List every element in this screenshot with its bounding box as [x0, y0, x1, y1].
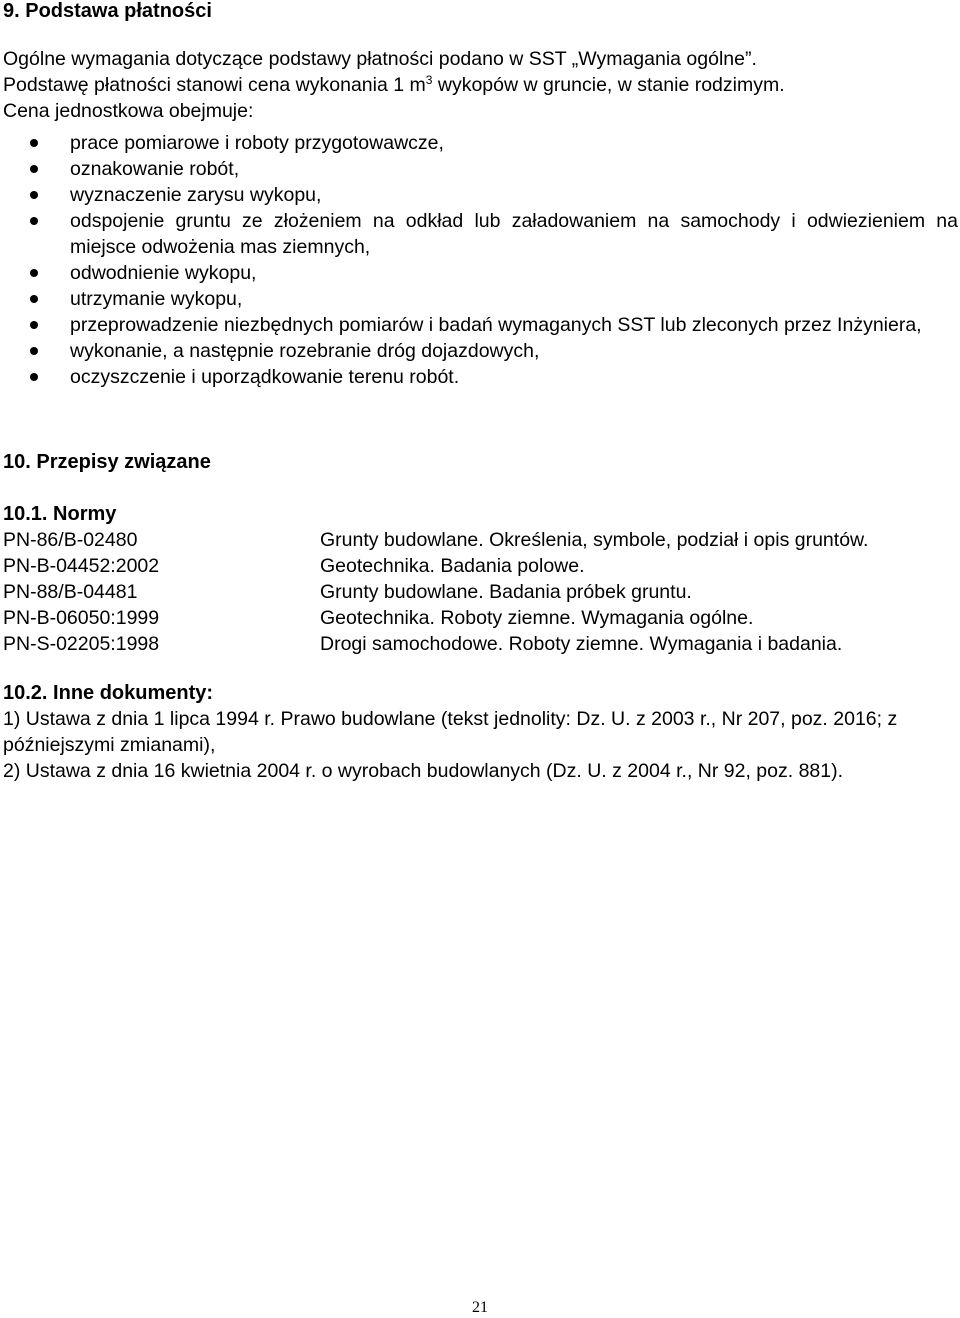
list-item: [0, 364, 958, 390]
price-scope-list: [0, 130, 958, 390]
norm-description: Grunty budowlane. Badania próbek gruntu.: [320, 581, 692, 603]
superscript: 3: [425, 73, 433, 87]
list-item: [0, 286, 958, 312]
document-reference: 1) Ustawa z dnia 1 lipca 1994 r. Prawo budowlane (tekst jednolity: Dz. U. z 2003 r., Nr 207, poz. 2016; z późniejszymi zmianami),: [3, 708, 898, 756]
bullet-icon: [30, 321, 38, 329]
norm-code: PN-B-06050:1999: [3, 607, 160, 629]
bullet-icon: [30, 139, 38, 147]
list-item-text: przeprowadzenie niezbędnych pomiarów i badań wymaganych SST lub zleconych przez Inżyniera,: [70, 314, 922, 336]
list-item-text: wykonanie, a następnie rozebranie dróg dojazdowych,: [70, 340, 540, 362]
subsection-heading: 10.2. Inne dokumenty:: [3, 682, 214, 704]
section-heading: 10. Przepisy związane: [3, 451, 211, 473]
intro-paragraph: [3, 46, 958, 124]
norm-code: PN-B-04452:2002: [3, 555, 160, 577]
table-row: [3, 527, 958, 553]
norms-table: [3, 527, 958, 657]
intro-line: [3, 72, 958, 98]
subsection-heading: 10.1. Normy: [3, 503, 117, 525]
table-row: [3, 553, 958, 579]
list-item-text: odwodnienie wykopu,: [70, 262, 257, 284]
bullet-icon: [30, 217, 38, 225]
bullet-icon: [30, 347, 38, 355]
intro-line: Cena jednostkowa obejmuje:: [3, 100, 254, 122]
table-row: [3, 605, 958, 631]
list-item: [0, 312, 958, 338]
table-row: [3, 631, 958, 657]
norm-code: PN-86/B-02480: [3, 529, 138, 551]
list-item-text: utrzymanie wykopu,: [70, 288, 243, 310]
bullet-icon: [30, 191, 38, 199]
list-item-text: odspojenie gruntu ze złożeniem na odkład lub załadowaniem na samochody i odwiezieniem na miejsce odwożenia mas ziemnych,: [70, 210, 958, 258]
table-row: [3, 579, 958, 605]
bullet-icon: [30, 269, 38, 277]
document-reference: 2) Ustawa z dnia 16 kwietnia 2004 r. o wyrobach budowlanych (Dz. U. z 2004 r., Nr 92, poz. 881).: [3, 760, 844, 782]
bullet-icon: [30, 165, 38, 173]
list-item: [0, 182, 958, 208]
intro-line: Ogólne wymagania dotyczące podstawy płatności podano w SST „Wymagania ogólne”.: [3, 48, 757, 70]
page-number: 21: [472, 1299, 488, 1316]
list-item-text: oczyszczenie i uporządkowanie terenu robót.: [70, 366, 460, 388]
other-documents: [3, 706, 958, 784]
bullet-icon: [30, 373, 38, 381]
norm-description: Geotechnika. Roboty ziemne. Wymagania ogólne.: [320, 607, 754, 629]
list-item: [0, 208, 958, 260]
list-item: [0, 260, 958, 286]
bullet-icon: [30, 295, 38, 303]
intro-text: wykopów w gruncie, w stanie rodzimym.: [432, 74, 785, 96]
norm-code: PN-S-02205:1998: [3, 633, 160, 655]
list-item: [0, 156, 958, 182]
section-heading: 9. Podstawa płatności: [3, 0, 212, 22]
list-item-text: prace pomiarowe i roboty przygotowawcze,: [70, 132, 444, 154]
norm-description: Drogi samochodowe. Roboty ziemne. Wymagania i badania.: [320, 633, 843, 655]
norm-code: PN-88/B-04481: [3, 581, 138, 603]
norm-description: Grunty budowlane. Określenia, symbole, podział i opis gruntów.: [320, 529, 869, 551]
list-item-text: wyznaczenie zarysu wykopu,: [70, 184, 322, 206]
list-item: [0, 130, 958, 156]
intro-text: Podstawę płatności stanowi cena wykonania 1 m: [3, 74, 426, 96]
list-item-text: oznakowanie robót,: [70, 158, 240, 180]
list-item: [0, 338, 958, 364]
norm-description: Geotechnika. Badania polowe.: [320, 555, 585, 577]
